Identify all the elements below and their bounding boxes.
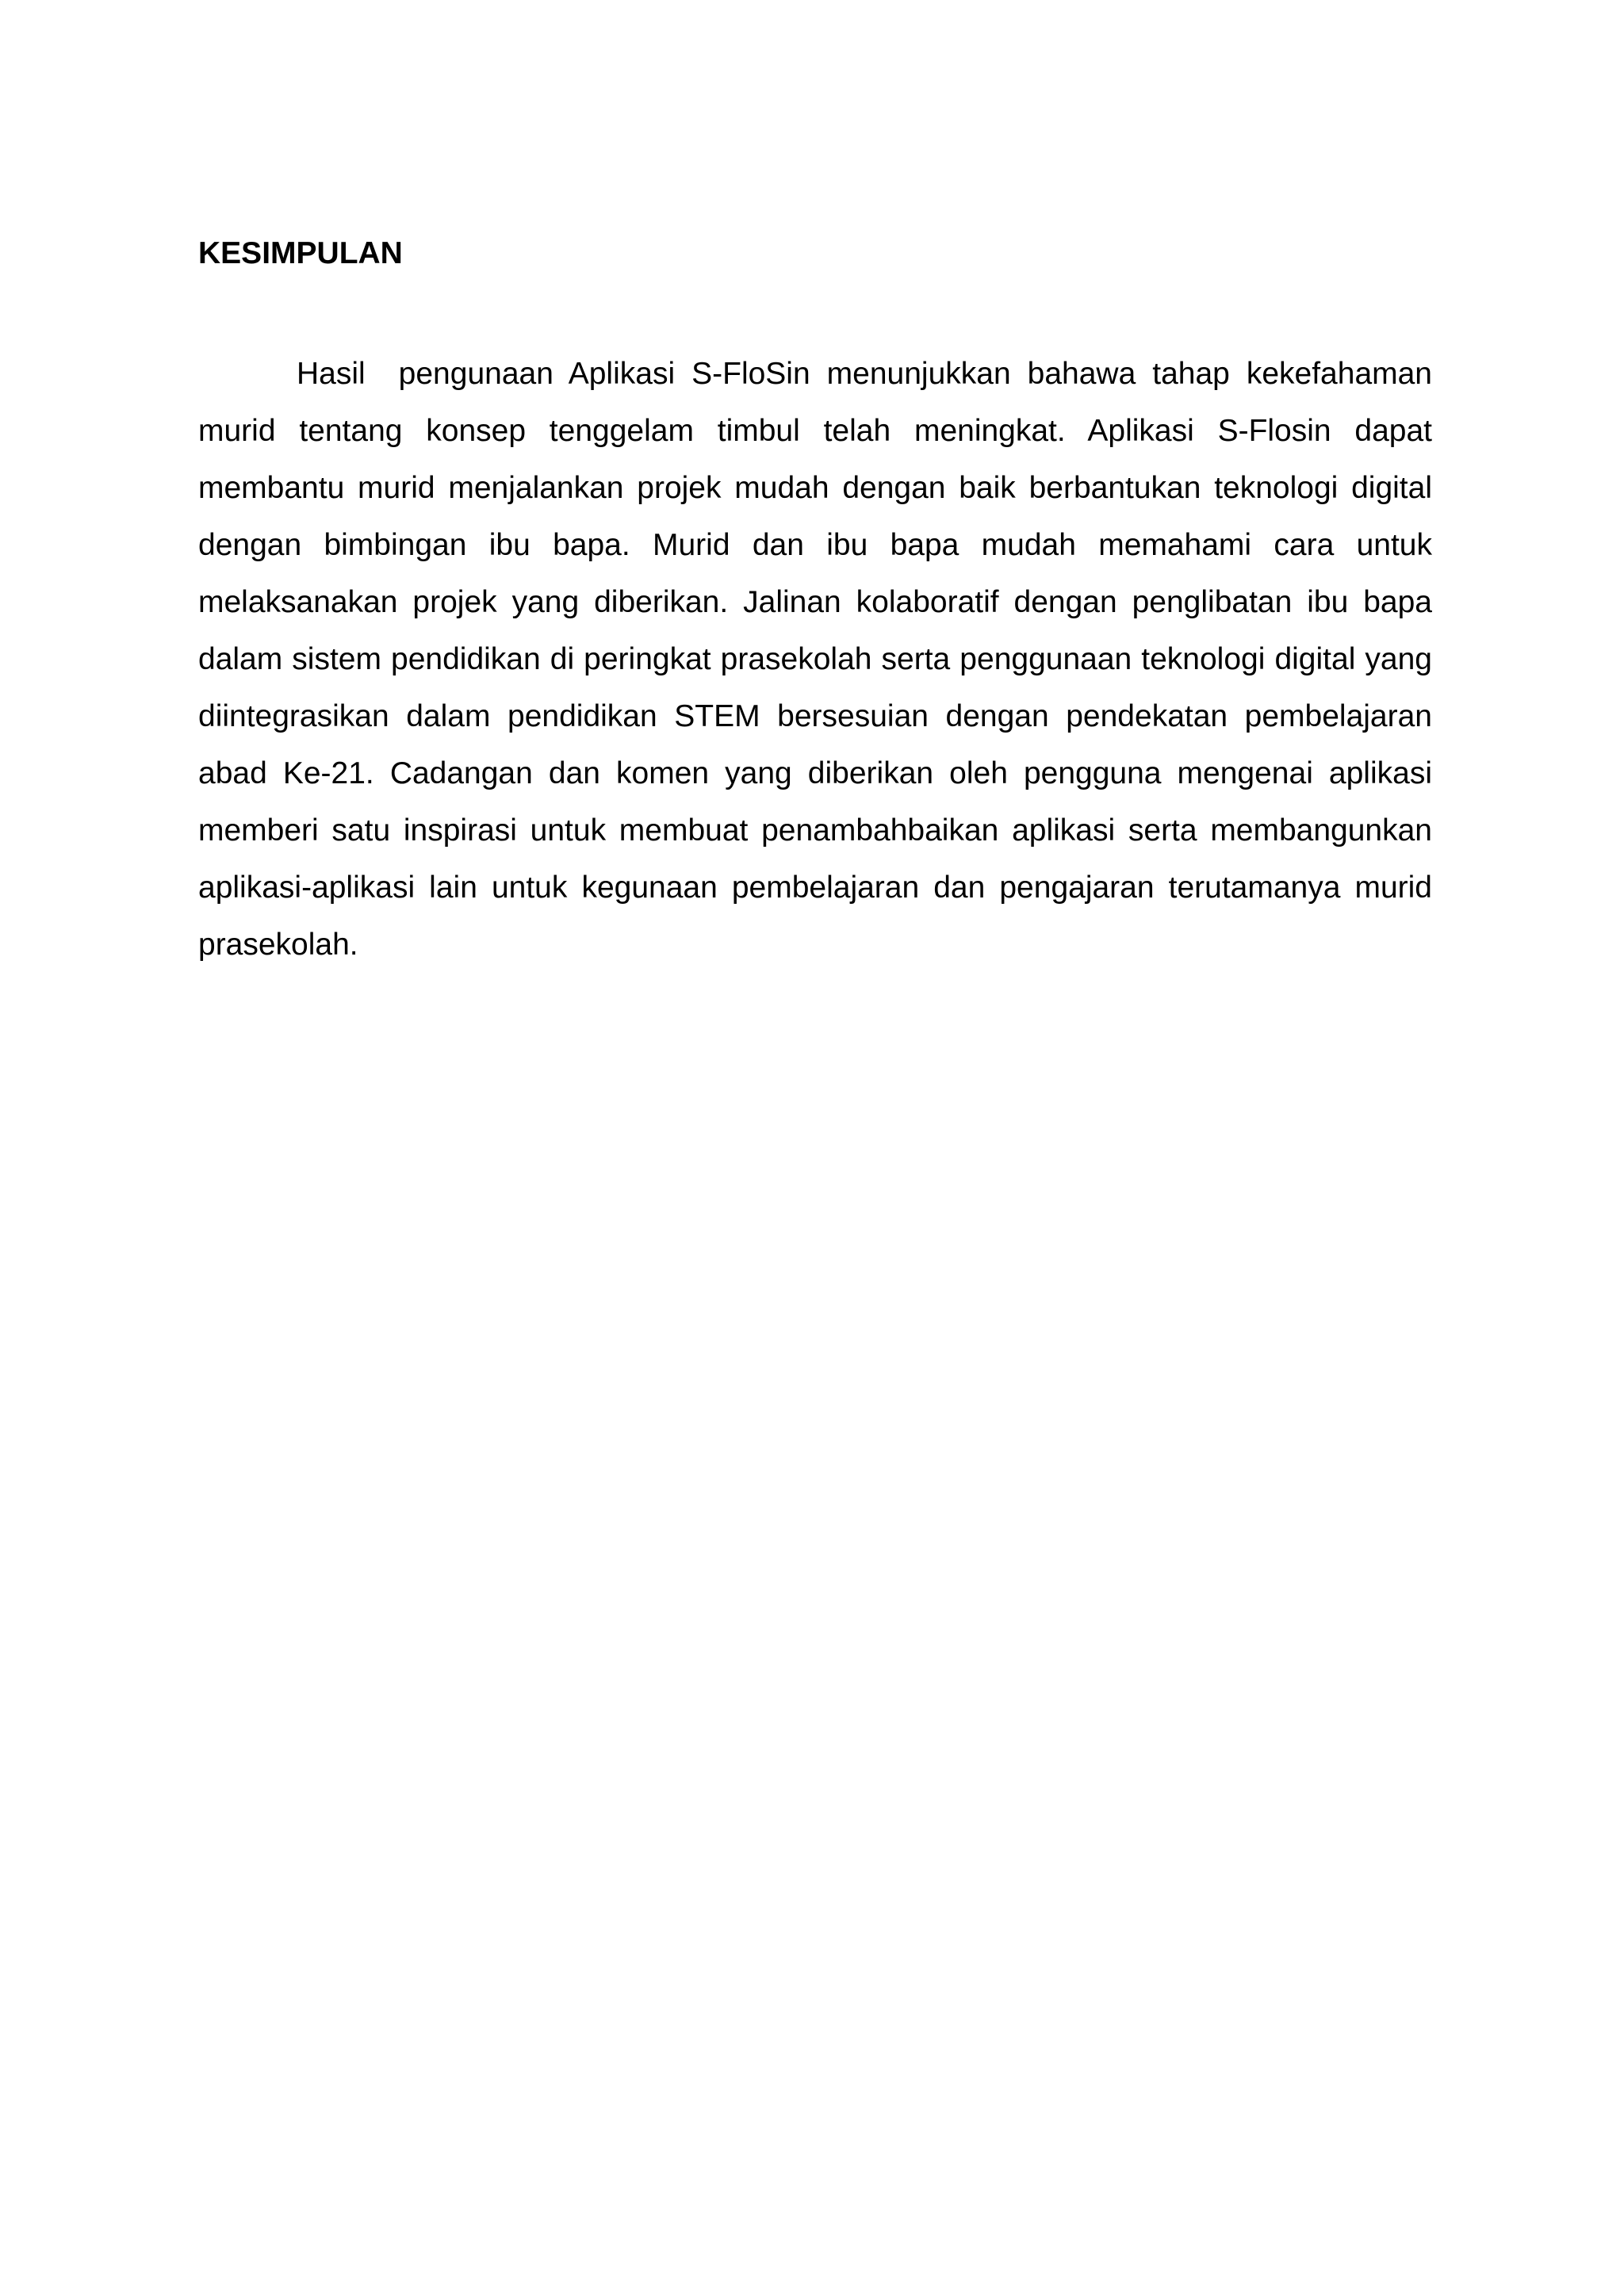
- section-heading: KESIMPULAN: [198, 236, 403, 270]
- conclusion-paragraph: Hasil pengunaan Aplikasi S-FloSin menunjukkan bahawa tahap kekefahaman murid tentang konsep tenggelam timbul telah meningkat. Aplikasi S-Flosin dapat membantu murid menjalankan projek mudah dengan baik berbantukan teknologi digital dengan bimbingan ibu bapa. Murid dan ibu bapa mudah memahami cara untuk melaksanakan projek yang diberikan. Jalinan kolaboratif dengan penglibatan ibu bapa dalam sistem pendidikan di peringkat prasekolah serta penggunaan teknologi digital yang diintegrasikan dalam pendidikan STEM bersesuian dengan pendekatan pembelajaran abad Ke-21. Cadangan dan komen yang diberikan oleh pengguna mengenai aplikasi memberi satu inspirasi untuk membuat penambahbaikan aplikasi serta membangunkan aplikasi-aplikasi lain untuk kegunaan pembelajaran dan pengajaran terutamanya murid prasekolah.: [198, 357, 1441, 962]
